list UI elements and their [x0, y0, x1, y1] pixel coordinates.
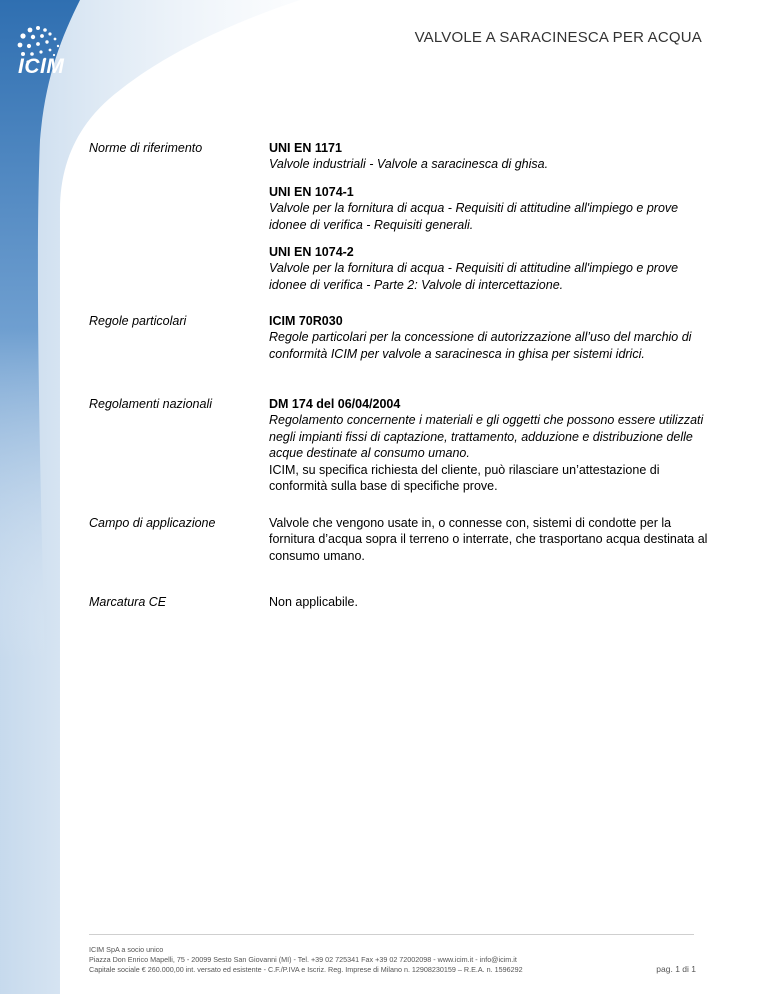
standard-description: Valvole per la fornitura di acqua - Requisiti di attitudine all'impiego e prove idonee di verifica - Parte 2: Valvole di intercettazione. [269, 261, 679, 292]
standard-item [269, 184, 719, 233]
scope-text: Valvole che vengono usate in, o connesse con, sistemi di condotte per la fornitura d’acqua sopra il terreno o interrate, che trasportano acqua destinata al consumo umano. [269, 516, 708, 563]
section-values [269, 396, 719, 494]
rule-code: ICIM 70R030 [269, 314, 343, 328]
regulation-description: Regolamento concernente i materiali e gli oggetti che possono essere utilizzati negli impianti fissi di captazione, trattamento, adduzione e distribuzione delle acque destinate al consumo umano. [269, 413, 704, 461]
footer-legal: Capitale sociale € 260.000,00 int. versato ed esistente - C.F./P.IVA e Iscriz. Reg. Imprese di Milano n. 12908230159 – R.E.A. n. 1596292 [89, 965, 523, 974]
footer-divider [89, 934, 694, 935]
standard-item [269, 140, 719, 173]
footer [89, 945, 649, 975]
logo-text: ICIM [18, 55, 65, 78]
standard-description: Valvole industriali - Valvole a saracinesca di ghisa. [269, 157, 549, 172]
section-label: Campo di applicazione [89, 516, 216, 530]
rule-description: Regole particolari per la concessione di autorizzazione all’uso del marchio di conformità ICIM per valvole a saracinesca in ghisa per sistemi idrici. [269, 330, 692, 361]
section-label: Norme di riferimento [89, 141, 203, 155]
page-number: pag. 1 di 1 [656, 964, 696, 974]
section-label: Marcatura CE [89, 595, 167, 609]
section-label: Regole particolari [89, 314, 187, 328]
section-values [269, 140, 719, 304]
standard-code: UNI EN 1074-1 [269, 184, 354, 199]
page-title: VALVOLE A SARACINESCA PER ACQUA [414, 29, 702, 46]
regulation-code: DM 174 del 06/04/2004 [269, 397, 401, 411]
ce-marking-text: Non applicabile. [269, 595, 358, 609]
standard-description: Valvole per la fornitura di acqua - Requisiti di attitudine all'impiego e prove idonee di verifica - Requisiti generali. [269, 201, 679, 232]
regulation-note: ICIM, su specifica richiesta del cliente, può rilasciare un’attestazione di conformità sulla base di specifiche prove. [269, 462, 660, 494]
standard-item [269, 244, 719, 293]
standard-code: UNI EN 1074-2 [269, 245, 354, 260]
footer-address: Piazza Don Enrico Mapelli, 75 - 20099 Sesto San Giovanni (MI) - Tel. +39 02 725341 Fax +39 02 72002098 - www.icim.it - info@icim.it [89, 955, 517, 964]
section-label: Regolamenti nazionali [89, 397, 212, 411]
footer-company: ICIM SpA a socio unico [89, 945, 164, 954]
standard-code: UNI EN 1171 [269, 141, 342, 155]
section-values [269, 313, 719, 362]
